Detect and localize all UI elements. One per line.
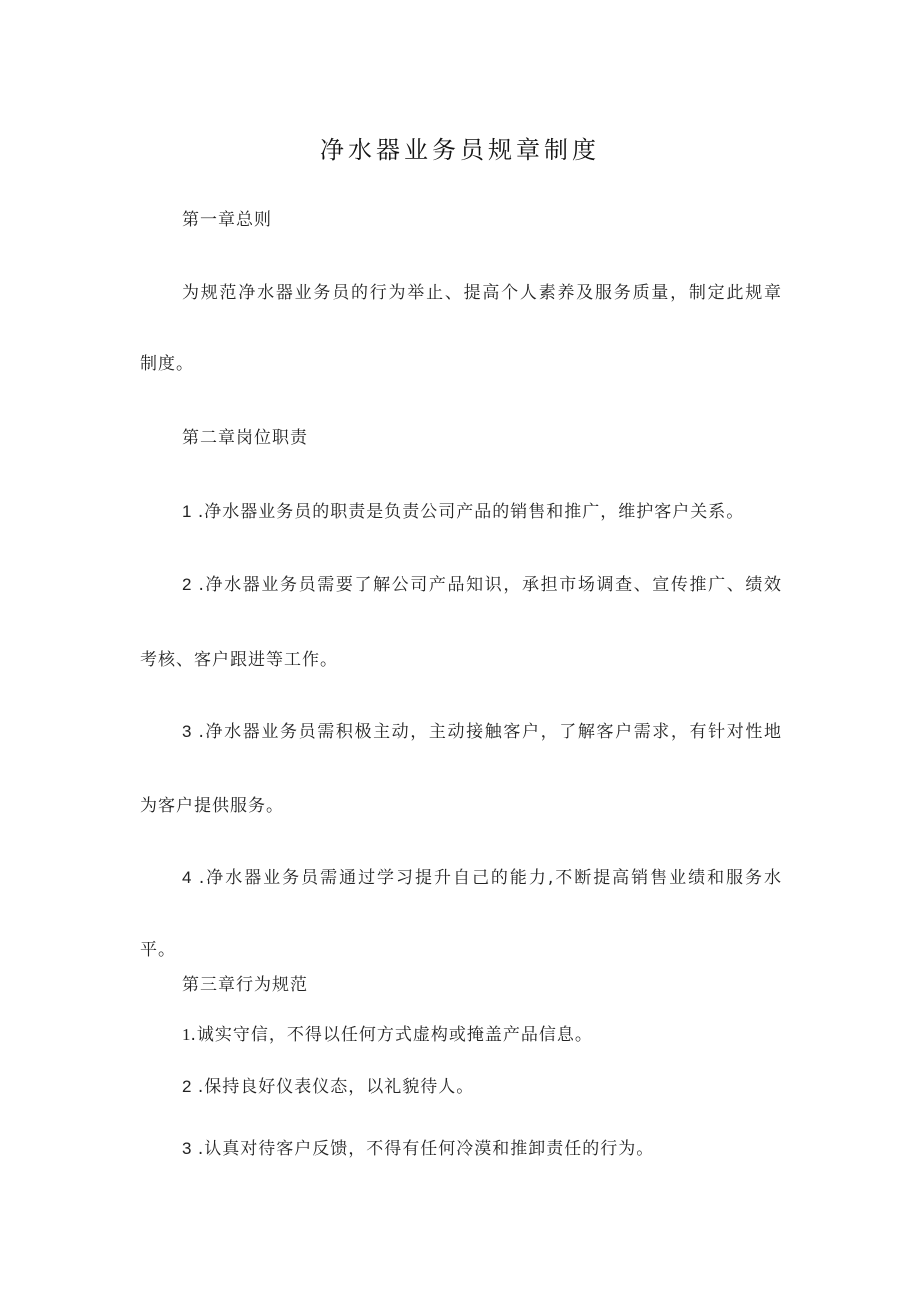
chapter-1-paragraph-line-2: 制度。: [140, 354, 194, 374]
chapter-2-item-2: [182, 573, 782, 597]
chapter-3-item-1: [182, 1023, 593, 1047]
item-text: .诚实守信，不得以任何方式虚构或掩盖产品信息。: [190, 1025, 593, 1045]
chapter-2-item-4-continuation: 平。: [140, 940, 176, 960]
item-text: .净水器业务员需要了解公司产品知识，承担市场调查、宣传推广、绩效: [198, 575, 783, 595]
item-text: .净水器业务员需通过学习提升自己的能力,不断提高销售业绩和服务水: [198, 868, 782, 888]
item-number: 1: [182, 1025, 191, 1044]
chapter-3-item-3: [182, 1137, 654, 1161]
chapter-1-heading: 第一章总则: [182, 210, 272, 230]
chapter-2-item-2-continuation: 考核、客户跟进等工作。: [140, 650, 338, 670]
chapter-2-item-1: [182, 500, 744, 524]
item-number: 3: [182, 722, 192, 741]
item-text: .认真对待客户反馈，不得有任何冷漠和推卸责任的行为。: [197, 1139, 655, 1159]
chapter-3-heading: 第三章行为规范: [182, 975, 308, 995]
item-text: .净水器业务员需积极主动，主动接触客户，了解客户需求，有针对性地: [198, 722, 783, 742]
chapter-2-heading: 第二章岗位职责: [182, 428, 308, 448]
document-title: 净水器业务员规章制度: [320, 136, 600, 164]
item-number: 1: [182, 502, 192, 521]
chapter-2-item-4: [182, 866, 782, 890]
chapter-2-item-3-continuation: 为客户提供服务。: [140, 796, 284, 816]
item-text: .保持良好仪表仪态，以礼貌待人。: [197, 1077, 475, 1097]
item-number: 3: [182, 1139, 192, 1158]
item-number: 2: [182, 1077, 192, 1096]
chapter-1-paragraph-line-1: 为规范净水器业务员的行为举止、提高个人素养及服务质量，制定此规章: [182, 283, 782, 303]
item-text: .净水器业务员的职责是负责公司产品的销售和推广，维护客户关系。: [197, 502, 745, 522]
item-number: 2: [182, 575, 192, 594]
chapter-3-item-2: [182, 1075, 474, 1099]
chapter-2-item-3: [182, 720, 782, 744]
item-number: 4: [182, 868, 192, 887]
